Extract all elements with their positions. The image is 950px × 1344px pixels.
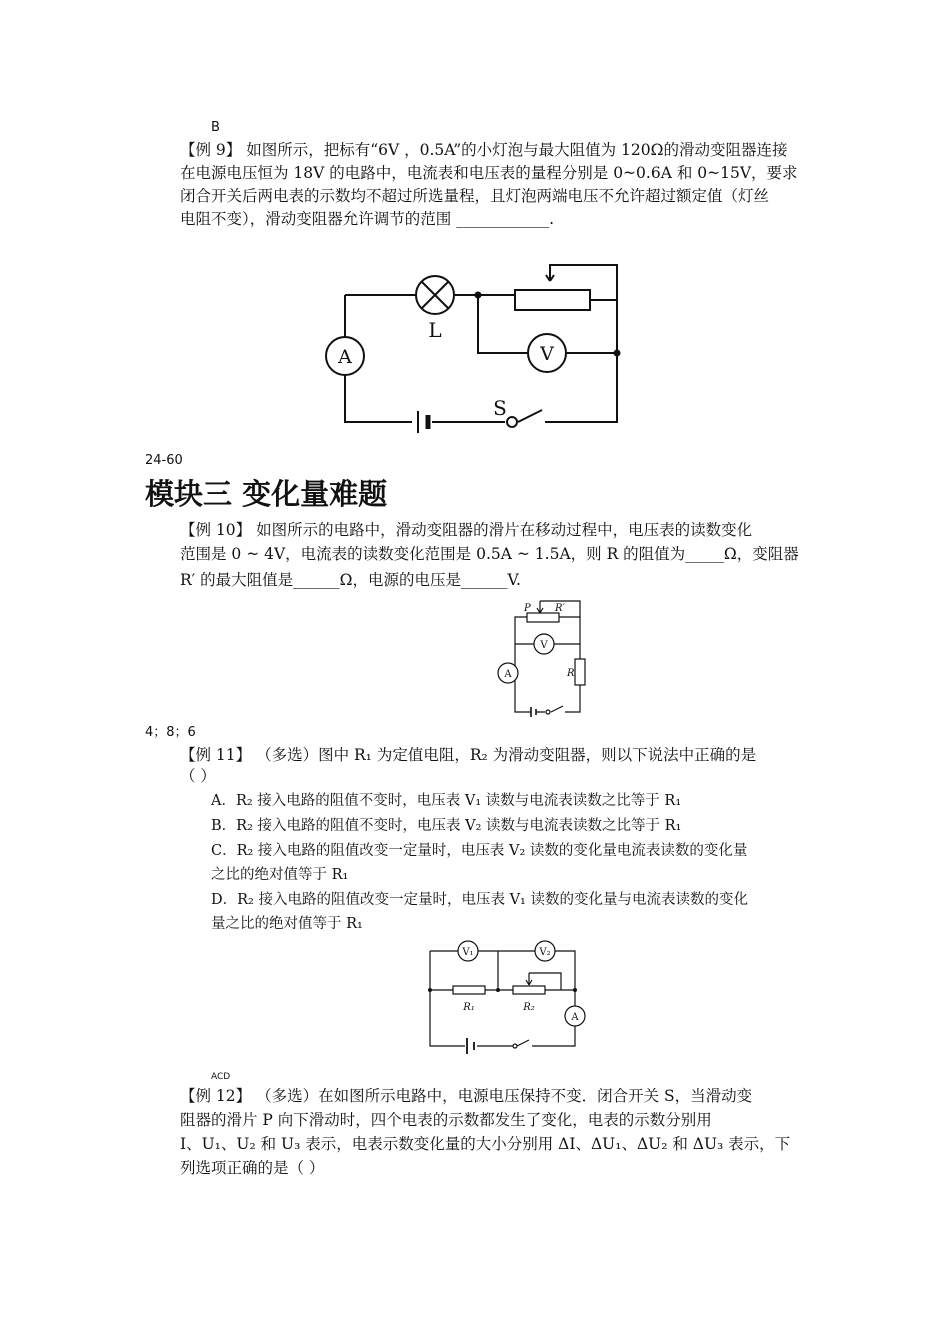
ex11-option-d: D．R₂ 接入电路的阻值改变一定量时，电压表 V₁ 读数的变化量与电流表读数的变化 <box>211 892 748 908</box>
ex11-option-d-cont: 量之比的绝对值等于 R₁ <box>211 916 363 932</box>
v2-label: V₂ <box>539 947 551 958</box>
ex10-circuit-diagram <box>495 597 605 722</box>
resistor-r-label: R <box>567 668 575 679</box>
slider-p-label: P <box>524 603 531 614</box>
ex11-circuit-diagram <box>425 938 600 1058</box>
ex11-line-1: 【例 11】 （多选）图中 R₁ 为定值电阻，R₂ 为滑动变阻器，则以下说法中正确的是 <box>180 746 757 764</box>
ex10-answer: 4；8；6 <box>145 725 196 740</box>
ex11-option-b: B．R₂ 接入电路的阻值不变时，电压表 V₂ 读数与电流表读数之比等于 R₁ <box>211 818 682 834</box>
ex9-answer: 24-60 <box>145 453 183 468</box>
r1-label: R₁ <box>463 1002 475 1013</box>
ex11-line-2: （ ） <box>180 767 216 785</box>
ex12-line-4: 列选项正确的是（ ） <box>180 1159 325 1177</box>
ex9-line-3: 闭合开关后两电表的示数均不超过所选量程，且灯泡两端电压不允许超过额定值（灯丝 <box>180 187 770 205</box>
ex9-line-1: 【例 9】 如图所示，把标有“6V ，0.5A”的小灯泡与最大阻值为 120Ω的滑动变阻器连接 <box>180 141 788 159</box>
ex9-line-2: 在电源电压恒为 18V 的电路中，电流表和电压表的量程分别是 0~0.6A 和 0~15V，要求 <box>180 164 798 182</box>
voltmeter-label: V <box>540 640 548 651</box>
ammeter-label: A <box>571 1012 579 1023</box>
module-title: 模块三 变化量难题 <box>145 477 388 511</box>
ammeter-label: A <box>338 346 352 368</box>
v1-label: V₁ <box>462 947 474 958</box>
ex10-line-3: R′ 的最大阻值是______Ω，电源的电压是______V. <box>180 571 521 589</box>
ex10-line-1: 【例 10】 如图所示的电路中，滑动变阻器的滑片在移动过程中，电压表的读数变化 <box>180 521 753 539</box>
ammeter-label: A <box>504 669 512 680</box>
ex11-option-c-cont: 之比的绝对值等于 R₁ <box>211 867 349 883</box>
ex11-option-a: A．R₂ 接入电路的阻值不变时，电压表 V₁ 读数与电流表读数之比等于 R₁ <box>211 793 682 809</box>
previous-answer: B <box>211 120 220 135</box>
ex9-circuit-diagram <box>300 255 660 455</box>
ex10-line-2: 范围是 0 ~ 4V，电流表的读数变化范围是 0.5A ~ 1.5A，则 R 的阻值为_____Ω，变阻器 <box>180 545 799 563</box>
r2-label: R₂ <box>523 1002 535 1013</box>
rprime-label: R′ <box>555 603 565 614</box>
voltmeter-label: V <box>540 343 554 365</box>
ex12-line-2: 阻器的滑片 P 向下滑动时，四个电表的示数都发生了变化，电表的示数分别用 <box>180 1111 712 1129</box>
ex11-option-c: C．R₂ 接入电路的阻值改变一定量时，电压表 V₂ 读数的变化量电流表读数的变化量 <box>211 843 748 859</box>
ex12-line-1: 【例 12】 （多选）在如图所示电路中，电源电压保持不变．闭合开关 S，当滑动变 <box>180 1087 753 1105</box>
switch-label: S <box>493 396 507 420</box>
ex12-line-3: I、U₁、U₂ 和 U₃ 表示，电表示数变化量的大小分别用 ΔI、ΔU₁、ΔU₂ 和 ΔU₃ 表示，下 <box>180 1135 791 1153</box>
lamp-label: L <box>428 318 442 342</box>
ex9-line-4: 电阻不变），滑动变阻器允许调节的范围 ____________. <box>180 210 555 228</box>
ex11-answer: ACD <box>211 1072 231 1082</box>
